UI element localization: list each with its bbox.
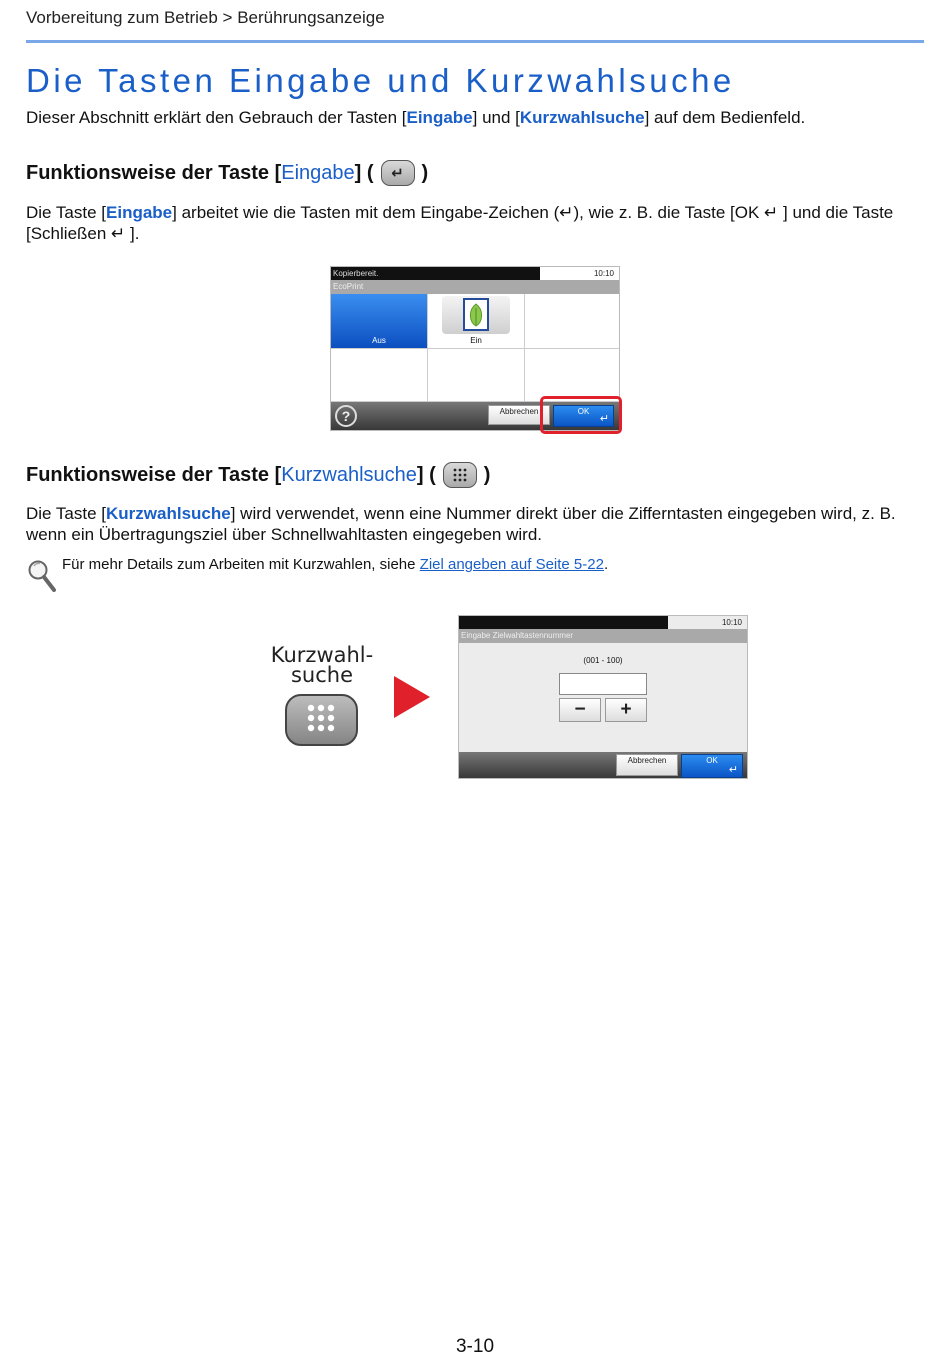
- heading-text: Funktionsweise der Taste [: [26, 161, 282, 184]
- key-name-kurzwahlsuche: Kurzwahlsuche: [519, 108, 645, 127]
- key-name-eingabe: Eingabe: [106, 203, 173, 222]
- tip-note: [62, 556, 608, 573]
- ok-label: OK: [577, 407, 590, 416]
- ecoprint-tile: [442, 296, 510, 334]
- option-ein-label: Ein: [470, 336, 482, 345]
- intro-text: ] und [: [472, 108, 520, 127]
- quick-dial-entry-screen-screenshot: [458, 615, 748, 779]
- status-bar: [459, 616, 668, 629]
- empty-cell: [331, 349, 428, 402]
- screen-bottom-bar: [459, 752, 747, 779]
- heading-key: Kurzwahlsuche: [281, 463, 417, 486]
- eingabe-description: [26, 202, 926, 244]
- quick-number-search-key[interactable]: [285, 694, 358, 746]
- screen-title: Eingabe Zielwahltastennummer: [459, 629, 747, 643]
- plus-button[interactable]: +: [605, 698, 647, 722]
- section-heading-eingabe: [26, 160, 428, 186]
- enter-arrow-icon: ↵: [728, 764, 738, 776]
- cancel-button[interactable]: Abbrechen: [488, 405, 550, 425]
- body-text: Die Taste [: [26, 504, 107, 523]
- page-title: Die Tasten Eingabe und Kurzwahlsuche: [26, 62, 735, 99]
- magnifier-icon: [26, 558, 58, 599]
- ok-highlight-frame: [540, 396, 622, 434]
- key-name-kurzwahlsuche: Kurzwahlsuche: [106, 504, 231, 523]
- empty-cell: [525, 294, 620, 349]
- option-aus-label: Aus: [372, 336, 386, 345]
- heading-text: ): [421, 161, 429, 184]
- cancel-button[interactable]: Abbrechen: [616, 754, 678, 776]
- page-number: 3-10: [455, 1336, 495, 1357]
- intro-paragraph: [26, 108, 805, 128]
- body-text: ] arbeitet wie die Tasten mit dem Eingabe-Zeichen (↵), wie z. B. die Taste [OK ↵ ] und die Taste [Schließen ↵ ].: [26, 203, 894, 243]
- tip-text: Für mehr Details zum Arbeiten mit Kurzwahlen, siehe: [62, 556, 420, 573]
- reference-link[interactable]: Ziel angeben auf Seite 5-22: [419, 556, 604, 573]
- heading-text: Funktionsweise der Taste [: [26, 463, 282, 486]
- key-name-eingabe: Eingabe: [406, 108, 473, 127]
- heading-text: ] (: [354, 161, 374, 184]
- leaf-icon: [463, 298, 489, 331]
- header-divider: [26, 40, 924, 43]
- arrow-right-icon: [394, 676, 430, 723]
- quick-number-search-key-label: [270, 645, 374, 685]
- section-heading-kurzwahlsuche: [26, 462, 490, 488]
- number-input[interactable]: [559, 673, 647, 695]
- ok-button[interactable]: [681, 754, 743, 778]
- heading-key: Eingabe: [281, 161, 355, 184]
- heading-text: ] (: [416, 463, 436, 486]
- intro-text: Dieser Abschnitt erklärt den Gebrauch der Tasten [: [26, 108, 407, 127]
- enter-key-icon: ↵: [381, 160, 415, 186]
- minus-button[interactable]: −: [559, 698, 601, 722]
- empty-cell: [525, 349, 620, 402]
- kurzwahlsuche-description: [26, 503, 926, 545]
- intro-text: ] auf dem Bedienfeld.: [644, 108, 806, 127]
- tip-text: .: [603, 556, 609, 573]
- breadcrumb: Vorbereitung zum Betrieb > Berührungsanzeige: [26, 8, 385, 27]
- quick-number-search-key-icon: [443, 462, 477, 488]
- heading-text: ): [483, 463, 491, 486]
- option-aus-button[interactable]: [331, 294, 428, 349]
- empty-cell: [428, 349, 525, 402]
- clock: 10:10: [721, 618, 742, 627]
- ok-label: OK: [706, 756, 718, 765]
- enter-arrow-icon: ↵: [599, 413, 609, 425]
- range-hint: (001 - 100): [583, 656, 623, 665]
- clock: 10:10: [593, 269, 614, 278]
- key-label-line: suche: [290, 663, 354, 687]
- help-icon[interactable]: ?: [335, 405, 357, 427]
- status-bar: Kopierbereit.: [331, 267, 540, 280]
- key-label-line: Kurzwahl-: [270, 643, 374, 667]
- body-text: Die Taste [: [26, 203, 107, 222]
- body-text: ] wird verwendet, wenn eine Nummer direkt über die Zifferntasten eingegeben wird, z. B. wenn ein Übertragungsziel über Schnellwahltasten eingegeben wird.: [26, 504, 896, 544]
- option-ein-button[interactable]: [428, 294, 525, 349]
- function-title: EcoPrint: [331, 280, 619, 294]
